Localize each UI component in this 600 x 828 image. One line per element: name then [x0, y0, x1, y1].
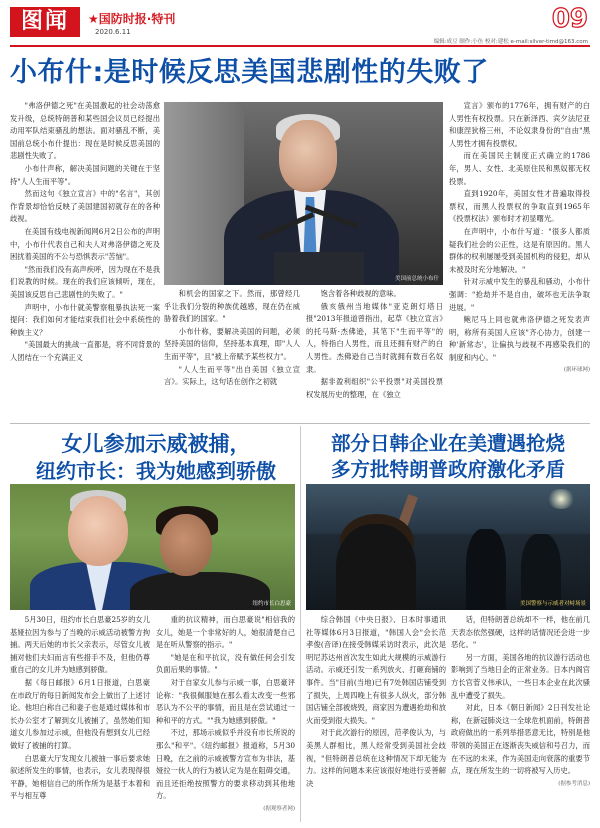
editorial-credits: 编辑:成豆 制作:小鱼 校对:建松 e-mail:silver-timd@163.com [433, 39, 588, 45]
paragraph: "弗洛伊德之死"在美国激起的社会动荡愈发升级，总统特朗普和某些国会议员已经提出动用军队结束骚乱的想法。面对骚乱不断，美国前总统小布什提出：现在是时候反思美国的悲剧性失败了。 [10, 101, 160, 161]
main-story-column-3 [306, 288, 443, 420]
paragraph: 鲍尼马上同也就弗洛伊德之死发表声明，称所有美国人应该"齐心协力，创建一种'新常态'，让偏执与歧视不再感染我们的制度和内心。" [449, 315, 590, 362]
business-story-column-1 [306, 614, 446, 824]
photo-figure-head [279, 120, 337, 192]
paragraph: 声明中，小布什就美警察粗暴执法死一案提问：我们如何才能结束我们社会中系统性的种族主义？ [10, 302, 160, 337]
paragraph: 另一方面，美国各地的抗议游行活动也影响到了当地日企的正常业务。日本内阁官方长官菅义伟承认，一些日本企业在此次骚乱中遭受了损失。 [451, 652, 590, 700]
masthead [0, 0, 600, 46]
paragraph: 宣言》颁布的1776年，拥有财产的白人男性有权投票。只在新泽西、宾夕法尼亚和康涅狄格三州，不论奴隶身份的"自由"黑人男性才拥有投票权。 [449, 101, 590, 148]
business-story-column-2 [451, 614, 590, 824]
page-number: 09 [551, 4, 588, 34]
headline-line-2: 纽约市长：我为她感到骄傲 [36, 459, 276, 483]
protest-photo [306, 484, 590, 610]
paragraph: 重的抗议精神，而白思豪说"相信我的女儿，她是一个非常好的人，她很清楚自己是在听从警察的指示。" [156, 615, 295, 650]
paragraph: 小布什声称，解决美国问题的关键在于坚持"人人生而平等"。 [10, 163, 160, 186]
column-divider [300, 426, 301, 822]
paragraph: 5月30日，纽约市长白思豪25岁的女儿基娅拉因为参与了当晚的示威活动被警方拘捕。两天后她的市长父亲表示，尽管女儿被捕对他们夫妇而言有些措手不及，但他仍尊重自己的女儿并为她感到骄傲。 [10, 615, 150, 675]
photo-figure-head [68, 496, 128, 566]
headline-line-1: 部分日韩企业在美遭遇抢烧 [330, 432, 565, 455]
main-story-column-1 [10, 100, 160, 418]
mayor-photo [10, 484, 295, 610]
paragraph: 对于自家女儿参与示威一事，白思豪评论称："我很佩服她在那么看太改变一些邪恶认为不公平的事情，而且是在尝试通过一种和平的方式。""我为她感到骄傲。" [156, 677, 295, 725]
paragraph: "人人生而平等"出自美国《独立宣言》。实际上，这句话在创作之初就 [164, 364, 300, 387]
main-story-column-2 [164, 288, 300, 420]
mayor-story-column-1 [10, 614, 150, 824]
section-divider [10, 423, 590, 424]
photo-caption: 美国警察与示威者对峙场景 [519, 601, 586, 607]
paragraph: 不过，那场示威似乎并没有市长所说的那么"和平"。《纽约邮报》报道称，5月30日晚，在之前的示威被警方宣布为非法，基娅拉一伙人的行为被认定为是在阻碍交通，而且还拒绝按照警方的要求移动到其他地方。 [156, 728, 295, 801]
source-credit: (据环球网) [563, 367, 590, 374]
photo-figure-body [336, 524, 416, 610]
section-badge: 图闻 [10, 7, 80, 37]
paragraph: 俄亥俄州当地媒体"亚克朗灯塔日报"2013年报道曾指出，起草《独立宣言》的托马斯·杰佛逊，其笔下"生而平等"的人，特指白人男性，而且还拥有财产的白人男性。杰佛逊自己当时就拥有数百名奴隶。 [306, 301, 443, 374]
paragraph: 据《每日邮报》6月1日报道，白思豪在市政厅的每日新闻发布会上做出了上述讨论。他坦白称自己和妻子也是通过媒体和市长办公室才了解到女儿被捕了，虽然她们知道女儿参加过示威，但他没有想到女儿已经做好了被捕的打算。 [10, 677, 150, 750]
photo-figure-head [160, 514, 212, 576]
paragraph: "她是在和平抗议，没有做任何会引发负面后果的事情。" [156, 652, 295, 675]
paragraph: 在美国有线电视新闻网6月2日公布的声明中，小布什代表自己和夫人对弗洛伊德之死及困扰着美国的不公与恐惧表示"苦恼"。 [10, 226, 160, 262]
paragraph: 综合韩国《中央日报》、日本时事通讯社等媒体6月3日报道，"韩国人会"会长范孝俊(音译)在接受韩媒采访时表示，此次是明尼苏达州首次发生如此大规模的示威游行活动。示威还引发一系列放火、打砸商铺的事件。当"目前(当地)已有7处韩国店铺受到了损失，上周四晚上有很多人纵火，部分韩国店铺全部被烧毁，商家因为遭遇抢劫和放火而受到很大损失。" [306, 615, 446, 725]
masthead-rule [10, 45, 590, 47]
paragraph: "美国最大的挑战一直都是，将不同背景的人团结在一个充满正义 [10, 340, 160, 362]
source-credit: (据观察者网) [263, 805, 295, 812]
main-story-column-4 [449, 100, 590, 418]
photo-figure-body [130, 572, 270, 610]
paragraph: 对此，日本《朝日新闻》2日刊发社论称，在新冠肺炎这一全球危机面前，特朗普政府做出的一系列举措恶意无比，特别是他带领的美国正在逐渐丧失威信和号召力，而在不远的未来，作为美国走向衰落的重要节点，现在所发生的一切将被写入历史。 [451, 703, 590, 776]
paragraph: 针对示威中发生的暴乱和骚动，小布什强调："抢劫并不是自由，破坏也无法争取进展。" [449, 277, 590, 312]
headline-line-1: 女儿参加示威被捕， [61, 432, 251, 456]
paragraph: "然而我们没有高声疾呼，因为现在不是我们说教的时候。现在的我们应该倾听，现在，美国该反思自己悲剧性的失败了。" [10, 264, 160, 299]
paragraph: 和机会的国家之下。然而，那曾经几乎让我们分裂的种族优越感，现在仍在威胁着我们的国家。" [164, 289, 300, 324]
photo-podium [274, 252, 364, 285]
paragraph: 然而这句《独立宣言》中的"名言"，其创作背景却恰恰反映了美国建国初就存在的各种歧视。 [10, 189, 160, 224]
publication-name: ★国防时报·特刊 [88, 12, 176, 26]
issue-date: 2020.6.11 [95, 28, 131, 36]
photo-figure-police [466, 529, 506, 610]
paragraph: 在声明中，小布什写道："很多人都质疑我们社会的公正性，这是有原因的。黑人群体的权利屡屡受到美国机构的侵犯，却从未被及时充分地解决。" [449, 226, 590, 274]
source-credit: (据参考消息) [558, 780, 590, 787]
photo-caption: 纽约市长白思豪 [252, 601, 291, 607]
mayor-story-column-2 [156, 614, 295, 824]
paragraph: 而在美国民主制度正式确立的1786年，男人、女性、北美原住民和黑奴都无权投票。 [449, 151, 590, 186]
headline-line-2: 多方批特朗普政府激化矛盾 [330, 458, 565, 481]
business-story-headline [304, 431, 592, 483]
photo-caption: 美国前总统小布什 [394, 276, 439, 282]
bush-photo [164, 102, 443, 285]
paragraph: 小布什称，要解决美国的问题，必须坚持美国的信仰，坚持基本真理，即"人人生而平等"，且"被上帝赋予某些权力"。 [164, 326, 300, 361]
paragraph: 直到1920年，美国女性才普遍取得投票权，而黑人投票权的争取直到1965年《投票权法》颁布时才初显曙光。 [449, 189, 590, 224]
main-headline: 小布什:是时候反思美国悲剧性的失败了 [10, 57, 489, 88]
paragraph: 白思豪大厅发现女儿被抽一事后要求她叙述所发生的事情，也表示，女儿表现得很平静，她相信自己的所作所为是基于本着和平与相互尊 [10, 753, 150, 801]
paragraph: 对于此次游行的原因，范孝俊认为，与美黑人群相比，黑人经常受到美国社会歧视，"但特朗普总统在这种情况下却无能为力。这样的问题本来应该很好地进行妥善解决 [306, 728, 446, 788]
light-icon [546, 489, 576, 509]
paragraph: 饱含着各种歧视的意味。 [320, 289, 401, 298]
paragraph: 话，但特朗普总统却不一样，他在前几天表态依然强硬，这样的话情况还会进一步恶化。" [451, 615, 590, 650]
mayor-story-headline [14, 431, 298, 484]
paragraph: 据非盈利组织"公平投票"对美国投票权发展历史的整理，在《独立 [306, 377, 443, 399]
